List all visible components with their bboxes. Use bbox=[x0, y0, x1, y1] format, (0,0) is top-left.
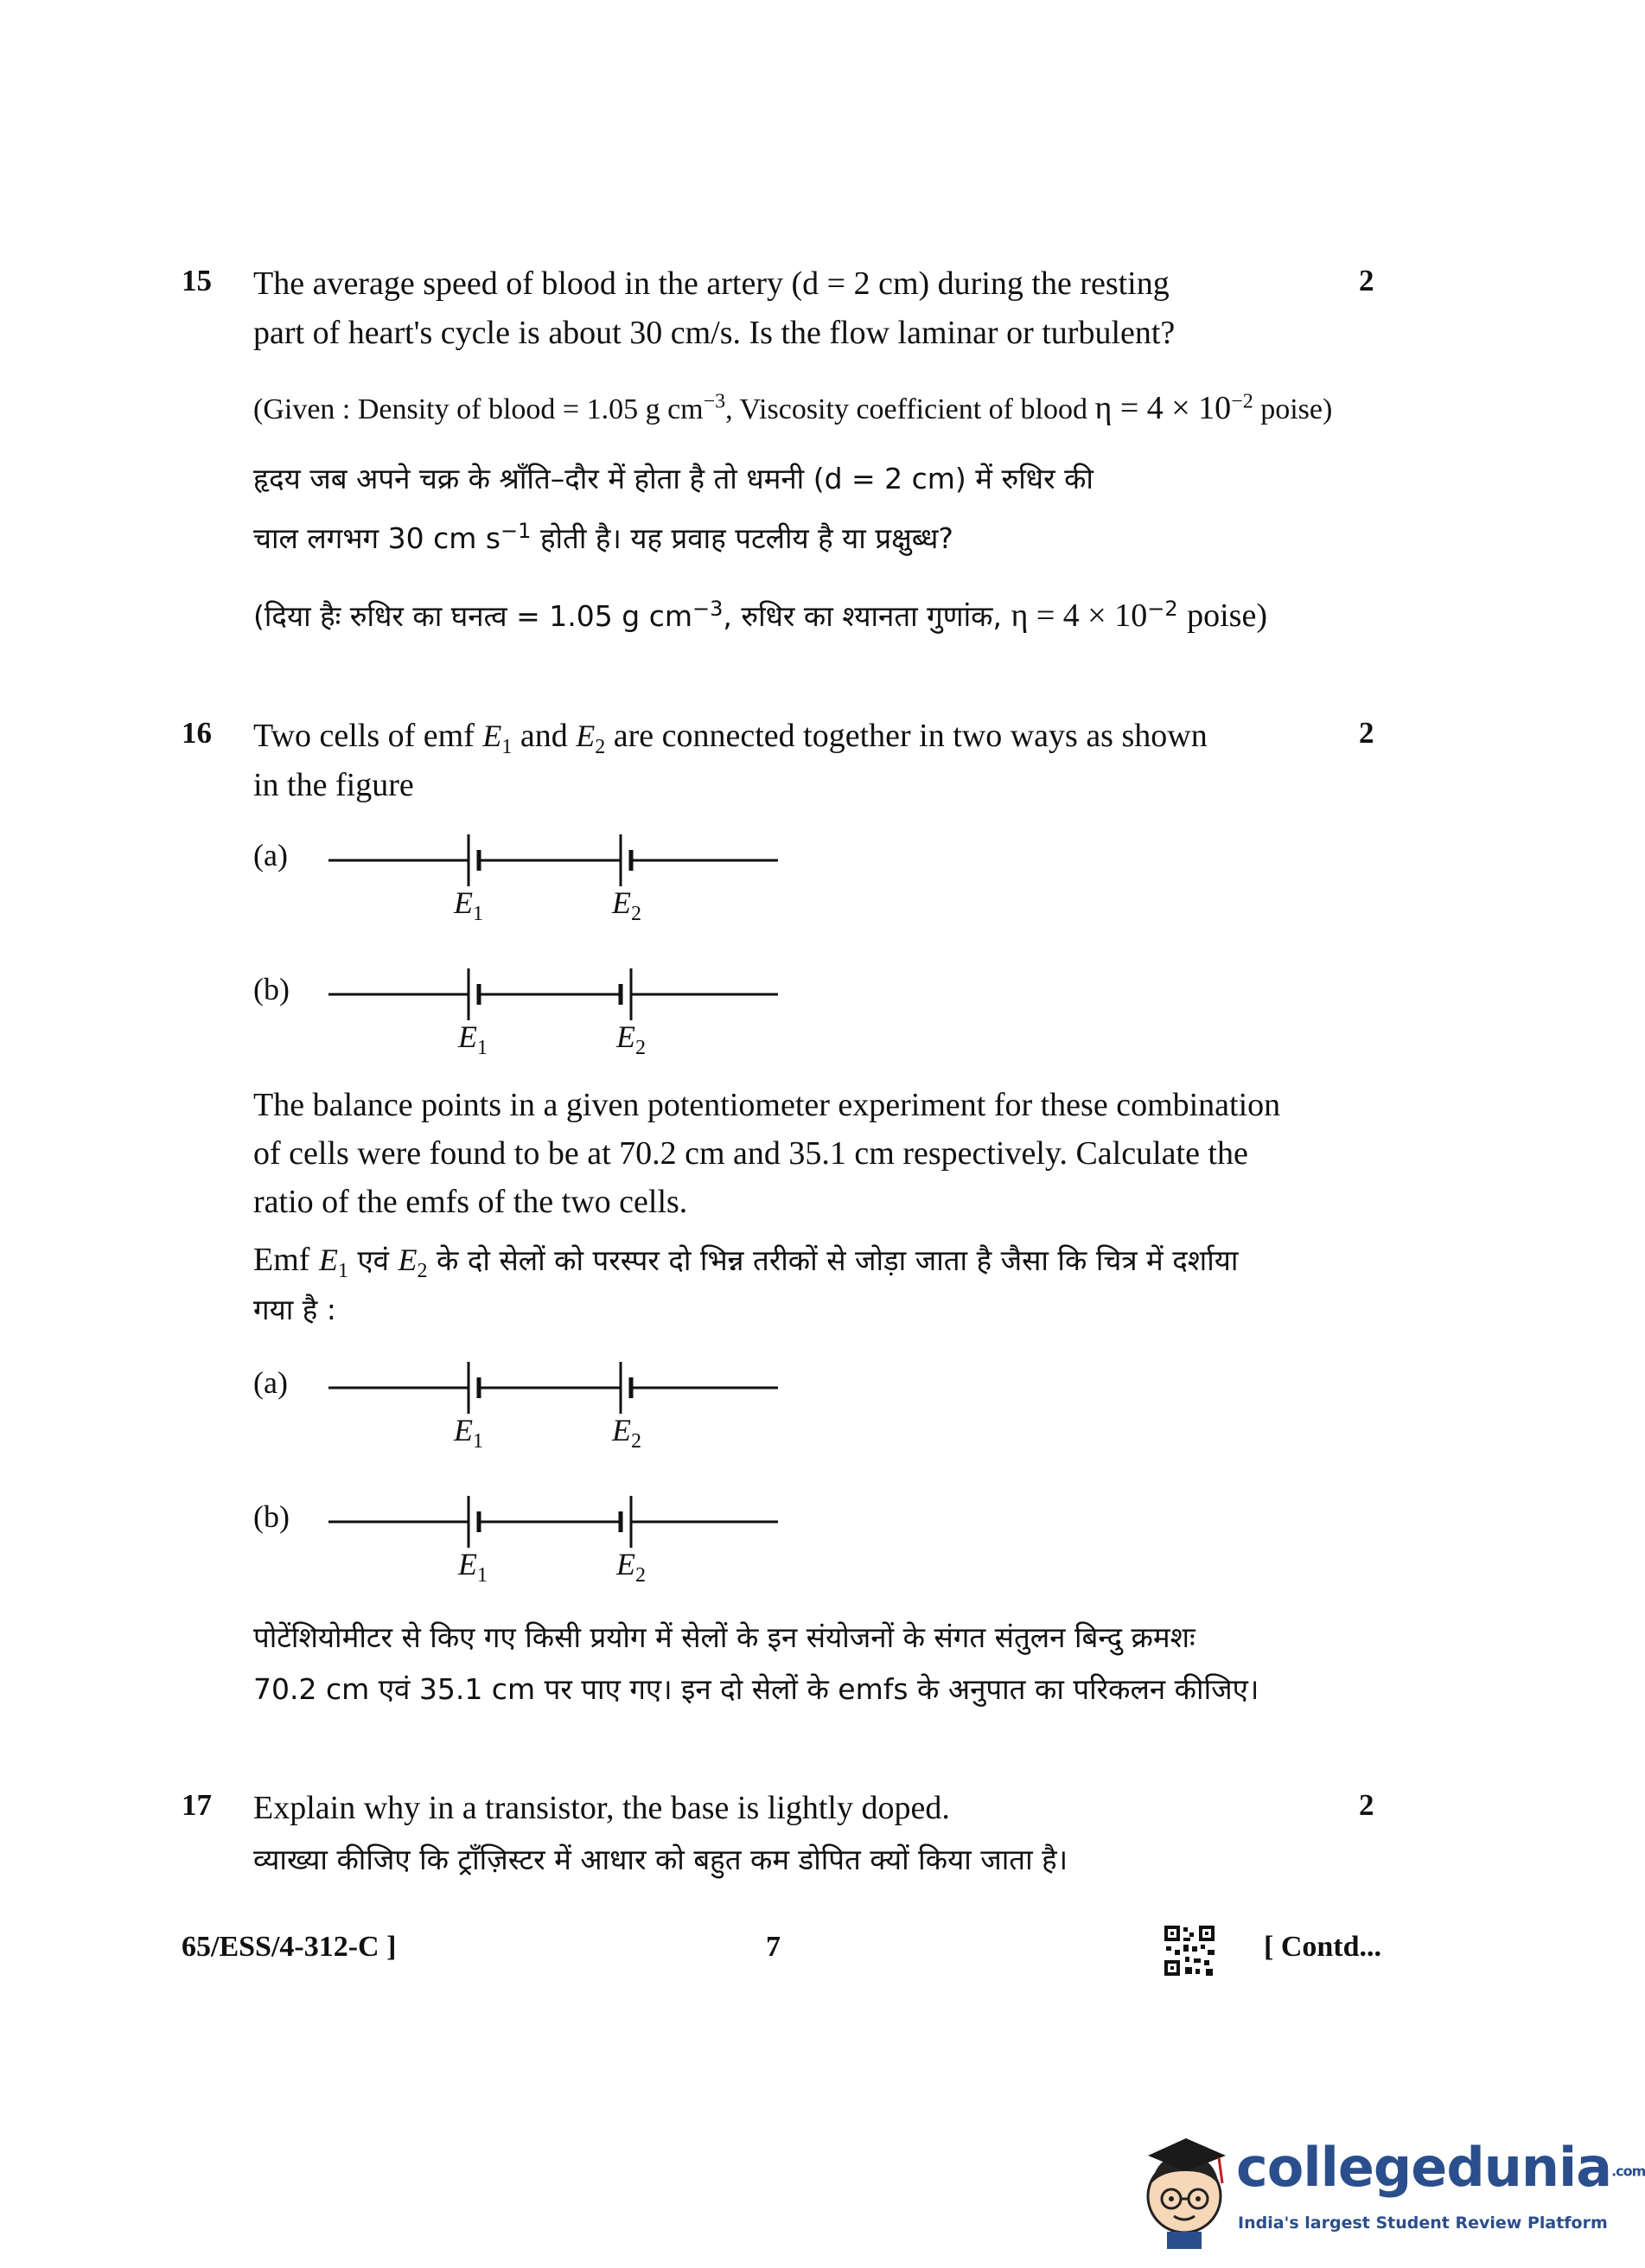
page-number: 7 bbox=[766, 1931, 781, 1963]
question-15-marks: 2 bbox=[1359, 264, 1374, 297]
text: are connected together in two ways as shown bbox=[613, 718, 1208, 754]
q16-text-line2: in the figure bbox=[253, 767, 414, 803]
q15-hindi-line1: हृदय जब अपने चक्र के श्राँति–दौर में होता है तो धमनी (d = 2 cm) में रुधिर की bbox=[253, 462, 1093, 495]
question-16-number: 16 bbox=[182, 716, 212, 750]
eta-formula: η = 4 × 10 bbox=[1094, 390, 1232, 426]
label-e1: $E_1$ bbox=[454, 885, 483, 926]
q16-para-line3: ratio of the emfs of the two cells. bbox=[253, 1184, 688, 1220]
circuit-label-a: (a) bbox=[253, 1365, 288, 1400]
given-viscosity: , Viscosity coefficient of blood bbox=[725, 393, 1087, 425]
question-17-marks: 2 bbox=[1359, 1788, 1374, 1822]
brand-name-text: collegedunia bbox=[1236, 2136, 1612, 2199]
circuit-diagram-a-hindi bbox=[320, 1353, 787, 1466]
label-e1: $E_1$ bbox=[458, 1547, 488, 1588]
exponent: −3 bbox=[692, 597, 724, 621]
label-e2: $E_2$ bbox=[612, 1413, 641, 1453]
label-e1: $E_1$ bbox=[458, 1019, 488, 1060]
emf-e2: $E_2$ bbox=[576, 719, 606, 759]
label-e2: $E_2$ bbox=[616, 1019, 646, 1060]
q15-text-line1: The average speed of blood in the artery (d = 2 cm) during the resting bbox=[253, 265, 1170, 302]
given-density: (Given : Density of blood = 1.05 g cm bbox=[253, 393, 704, 425]
hindi-question: होती है। यह प्रवाह पटलीय है या प्रक्षुब्ध? bbox=[539, 521, 953, 555]
brand-suffix: .com bbox=[1611, 2163, 1645, 2180]
emf-e1: $E_1$ bbox=[318, 1243, 348, 1283]
circuit-label-b: (b) bbox=[253, 1499, 290, 1534]
q17-hindi-line1: व्याख्या कीजिए कि ट्राँज़िस्टर में आधार को बहुत कम डोपित क्यों किया जाता है। bbox=[253, 1843, 1068, 1876]
hindi-density: (दिया हैः रुधिर का घनत्व = 1.05 g cm bbox=[253, 599, 692, 633]
q16-hindi-intro bbox=[253, 1235, 1238, 1296]
unit-poise: poise) bbox=[1187, 597, 1267, 634]
emf-e2: $E_2$ bbox=[398, 1243, 428, 1283]
q15-text-line2: part of heart's cycle is about 30 cm/s. Is the flow laminar or turbulent? bbox=[253, 315, 1176, 351]
hindi-viscosity: , रुधिर का श्यानता गुणांक, bbox=[723, 599, 1002, 633]
label-e1: $E_1$ bbox=[454, 1413, 483, 1453]
brand-name bbox=[1236, 2136, 1645, 2199]
q16-hindi-intro-line2: गया है : bbox=[253, 1293, 336, 1326]
emf-e1: $E_1$ bbox=[482, 719, 513, 759]
qr-code-icon bbox=[1163, 1924, 1216, 1977]
q15-given-english bbox=[253, 389, 1332, 427]
text: एवं bbox=[357, 1243, 390, 1277]
unit-poise: poise) bbox=[1260, 393, 1333, 425]
continued-marker: [ Contd... bbox=[1264, 1931, 1382, 1963]
q15-given-hindi bbox=[253, 584, 1267, 642]
question-17-number: 17 bbox=[182, 1788, 212, 1822]
question-16-marks: 2 bbox=[1359, 716, 1374, 750]
q17-text-line1: Explain why in a transistor, the base is lightly doped. bbox=[253, 1790, 950, 1826]
brand-tagline: India's largest Student Review Platform bbox=[1238, 2214, 1608, 2233]
exponent: −1 bbox=[501, 519, 532, 543]
text: के दो सेलों को परस्पर दो भिन्न तरीकों से जोड़ा जाता है जैसा कि चित्र में दर्शाया bbox=[437, 1243, 1239, 1277]
q16-para-line2: of cells were found to be at 70.2 cm and 35.1 cm respectively. Calculate the bbox=[253, 1135, 1248, 1172]
circuit-label-b: (b) bbox=[253, 972, 290, 1006]
q16-hindi-para-line1: पोटेंशियोमीटर से किए गए किसी प्रयोग में सेलों के इन संयोजनों के संगत संतुलन बिन्दु क्रमशः bbox=[253, 1620, 1195, 1654]
eta-exponent: −2 bbox=[1147, 597, 1178, 621]
exponent: −3 bbox=[703, 390, 726, 413]
q15-hindi-line2 bbox=[253, 506, 953, 564]
eta-exponent: −2 bbox=[1231, 390, 1253, 413]
label-e2: $E_2$ bbox=[612, 885, 641, 926]
circuit-label-a: (a) bbox=[253, 838, 288, 872]
circuit-diagram-b bbox=[320, 960, 787, 1072]
hindi-speed: चाल लगभग 30 cm s bbox=[253, 521, 501, 555]
q16-para-line1: The balance points in a given potentiometer experiment for these combination bbox=[253, 1087, 1281, 1123]
student-mascot-icon bbox=[1132, 2123, 1236, 2252]
q16-hindi-para-line2: 70.2 cm एवं 35.1 cm पर पाए गए। इन दो सेलों के emfs के अनुपात का परिकलन कीजिए। bbox=[253, 1672, 1259, 1706]
label-e2: $E_2$ bbox=[616, 1547, 646, 1588]
circuit-diagram-a bbox=[320, 826, 787, 938]
text: Two cells of emf bbox=[253, 718, 475, 754]
eta-formula: η = 4 × 10 bbox=[1011, 597, 1148, 634]
question-15-number: 15 bbox=[182, 264, 212, 297]
text: Emf bbox=[253, 1242, 310, 1278]
paper-code: 65/ESS/4-312-C ] bbox=[182, 1931, 397, 1963]
text: and bbox=[520, 718, 568, 754]
circuit-diagram-b-hindi bbox=[320, 1487, 787, 1600]
